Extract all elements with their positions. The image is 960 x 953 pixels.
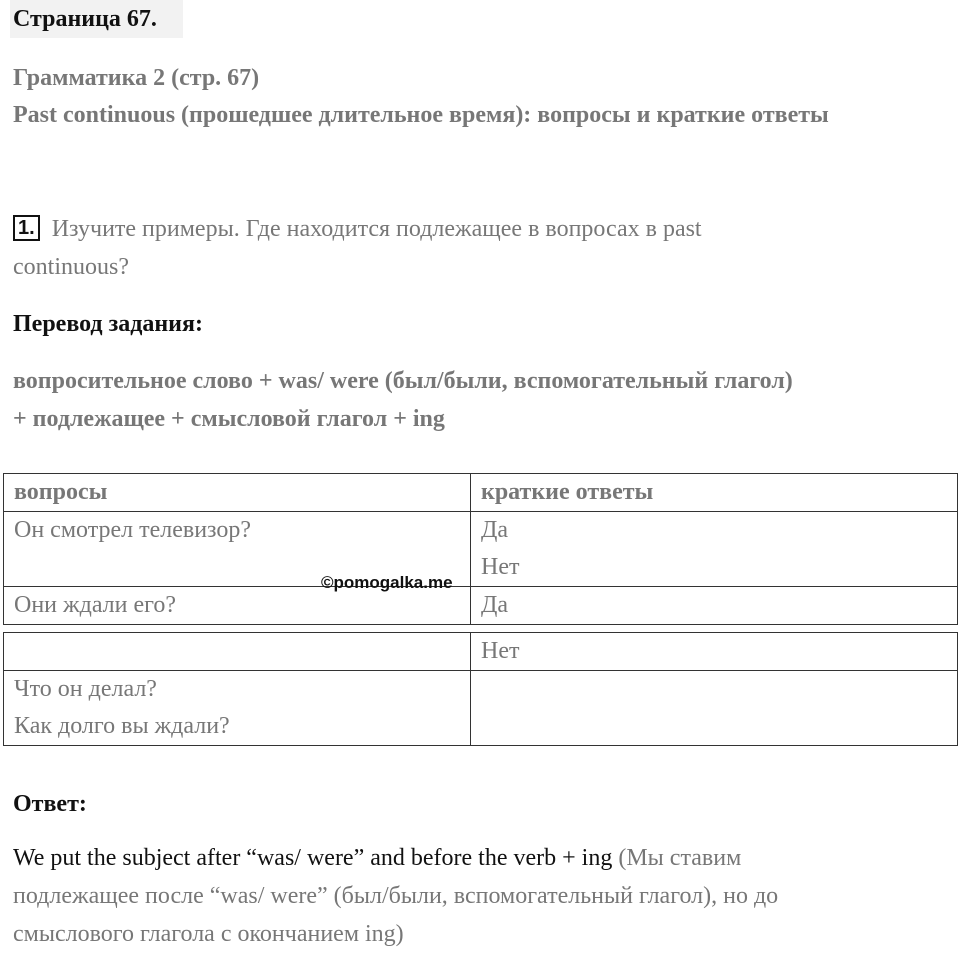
answer-cell (471, 512, 958, 587)
answer-cell: Да (471, 587, 958, 625)
grammar-title: Грамматика 2 (стр. 67) (13, 65, 260, 91)
task-text-line-2: continuous? (13, 254, 129, 280)
answer-cell-empty (471, 671, 958, 746)
answer-russian-line-2: подлежащее после “was/ were” (был/были, вспомогательный глагол), но до (13, 883, 779, 909)
question-cell: Они ждали его? (4, 587, 471, 625)
task-instruction (13, 210, 893, 286)
site-watermark: ©pomogalka.me (321, 573, 453, 592)
grammar-formula (13, 362, 946, 438)
answer-cell: Нет (471, 633, 958, 671)
answer-text (13, 839, 946, 953)
table-row (4, 587, 958, 625)
short-answer: Да (481, 517, 509, 543)
answer-english: We put the subject after “was/ were” and before the verb + ing (13, 845, 613, 871)
answer-russian-start: (Мы ставим (618, 845, 742, 871)
task-number-badge: 1. (13, 215, 40, 241)
grammar-subtitle: Past continuous (прошедшее длительное время): вопросы и краткие ответы (13, 102, 829, 128)
table-row (4, 512, 958, 587)
wh-question: Что он делал? (14, 676, 157, 702)
table-row (4, 671, 958, 746)
answer-russian-line-3: смыслового глагола с окончанием ing) (13, 921, 404, 947)
table-header-row (4, 474, 958, 512)
table-header-questions: вопросы (4, 474, 471, 512)
question-cell (4, 671, 471, 746)
table-row (4, 633, 958, 671)
formula-line-1: вопросительное слово + was/ were (был/были, вспомогательный глагол) (13, 368, 793, 394)
question-cell: Он смотрел телевизор? (4, 512, 471, 587)
formula-line-2: + подлежащее + смысловой глагол + ing (13, 406, 445, 432)
task-text-line-1: Изучите примеры. Где находится подлежащее в вопросах в past (51, 216, 702, 242)
translation-heading: Перевод задания: (13, 311, 203, 337)
questions-answers-table (3, 473, 958, 625)
answer-heading: Ответ: (13, 791, 87, 817)
table-header-short-answers: краткие ответы (471, 474, 958, 512)
wh-question: Как долго вы ждали? (14, 713, 230, 739)
questions-answers-table-continued (3, 632, 958, 746)
question-cell-empty (4, 633, 471, 671)
short-answer: Нет (481, 554, 520, 580)
page-title: Страница 67. (10, 0, 183, 38)
